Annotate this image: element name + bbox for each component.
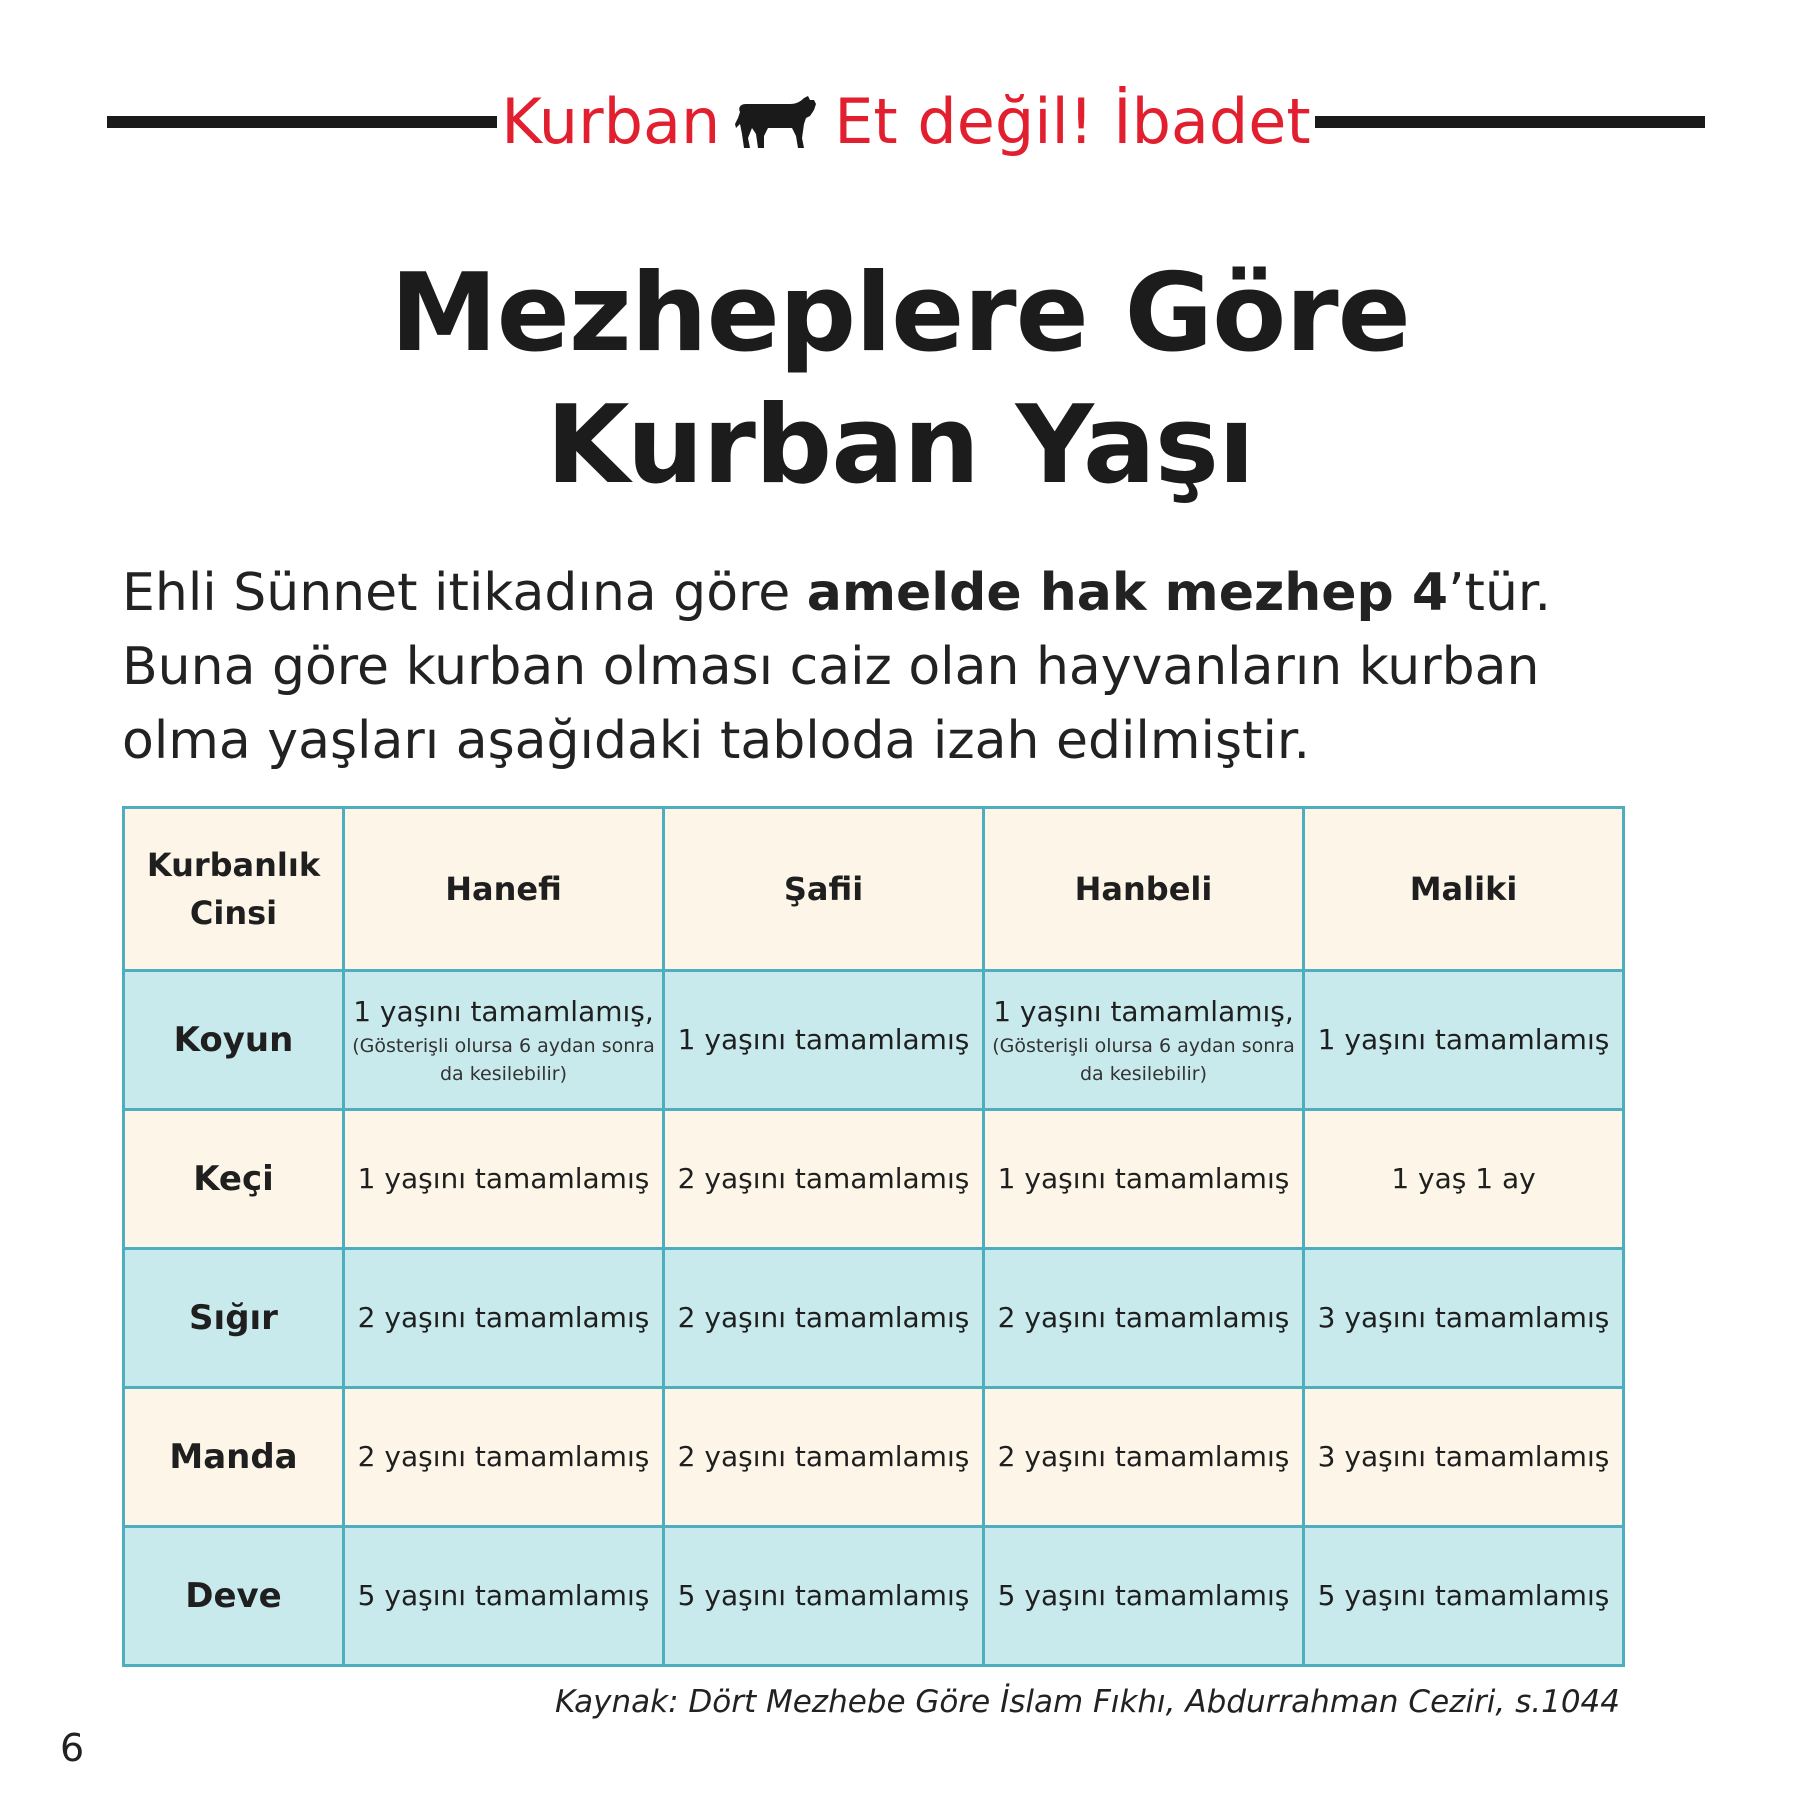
animal-cell: Koyun [124,971,344,1110]
value-text: 1 yaşını tamamlamış, [993,995,1294,1028]
value-cell [1304,1527,1624,1666]
value-cell [664,1527,984,1666]
header-label: Hanefi [445,870,562,908]
table-row [124,971,1624,1110]
value-text: 2 yaşını tamamlamış [677,1440,970,1473]
intro-paragraph [122,556,1682,778]
value-text: 2 yaşını tamamlamış [997,1440,1290,1473]
value-text: 1 yaşını tamamlamış [997,1162,1290,1195]
value-cell [344,1388,664,1527]
intro-text-1: Ehli Sünnet itikadına göre [122,563,807,623]
header-label: Kurbanlık Cinsi [146,846,321,932]
header-rule-left [107,116,497,128]
value-cell [344,1110,664,1249]
value-cell [344,971,664,1110]
value-text: 2 yaşını tamamlamış [677,1301,970,1334]
value-text: 5 yaşını tamamlamış [357,1579,650,1612]
value-cell [1304,1388,1624,1527]
age-table [122,806,1622,1667]
header-label: Şafii [783,870,864,908]
value-cell [984,1110,1304,1249]
header-cell-animal-type [124,808,344,971]
value-text: 5 yaşını tamamlamış [997,1579,1290,1612]
value-text: 2 yaşını tamamlamış [677,1162,970,1195]
value-cell [1304,1249,1624,1388]
value-cell [344,1249,664,1388]
table-row [124,1388,1624,1527]
page-title-line-2: Kurban Yaşı [545,383,1255,508]
value-note: (Gösterişli olursa 6 aydan sonra da kesilebilir) [992,1035,1295,1085]
header-label: Maliki [1409,870,1518,908]
animal-cell: Keçi [124,1110,344,1249]
value-text: 1 yaşını tamamlamış, [353,995,654,1028]
page-title [0,248,1800,512]
value-text: 1 yaşını tamamlamış [677,1023,970,1056]
value-text: 5 yaşını tamamlamış [1317,1579,1610,1612]
value-text: 5 yaşını tamamlamış [677,1579,970,1612]
value-cell [984,1527,1304,1666]
value-text: 2 yaşını tamamlamış [357,1440,650,1473]
page-number: 6 [60,1726,85,1770]
header-rule-right [1315,116,1705,128]
header-right-text: Et değil! İbadet [834,85,1311,158]
header-label: Hanbeli [1074,870,1213,908]
value-text: 3 yaşını tamamlamış [1317,1440,1610,1473]
source-citation: Kaynak: Dört Mezhebe Göre İslam Fıkhı, Abdurrahman Ceziri, s.1044 [554,1684,1620,1720]
value-text: 1 yaşını tamamlamış [357,1162,650,1195]
value-cell [664,1249,984,1388]
header-cell-hanbeli [984,808,1304,971]
cow-icon [734,94,820,150]
value-cell [664,971,984,1110]
value-text: 3 yaşını tamamlamış [1317,1301,1610,1334]
table-row [124,1249,1624,1388]
intro-text-2: ’tür. Buna göre kurban olması caiz olan hayvanların kurban olma yaşları aşağıdaki tabloda izah edilmiştir. [122,563,1552,771]
value-cell [1304,971,1624,1110]
header-title [497,80,1315,164]
table-header-row [124,808,1624,971]
table-row [124,1527,1624,1666]
value-note: (Gösterişli olursa 6 aydan sonra da kesilebilir) [352,1035,655,1085]
value-cell [664,1388,984,1527]
header-cell-hanefi [344,808,664,971]
animal-cell: Deve [124,1527,344,1666]
value-text: 1 yaş 1 ay [1391,1162,1536,1195]
value-text: 2 yaşını tamamlamış [357,1301,650,1334]
intro-bold-text: amelde hak mezhep 4 [806,563,1449,623]
value-cell [344,1527,664,1666]
animal-cell: Manda [124,1388,344,1527]
header-band [107,80,1705,164]
header-left-text: Kurban [501,85,721,158]
header-cell-maliki [1304,808,1624,971]
value-cell [984,1388,1304,1527]
value-cell [664,1110,984,1249]
value-cell [1304,1110,1624,1249]
value-text: 1 yaşını tamamlamış [1317,1023,1610,1056]
animal-cell: Sığır [124,1249,344,1388]
header-cell-safii [664,808,984,971]
page-title-line-1: Mezheplere Göre [390,251,1410,376]
value-cell [984,971,1304,1110]
value-text: 2 yaşını tamamlamış [997,1301,1290,1334]
value-cell [984,1249,1304,1388]
age-table-grid [122,806,1625,1667]
table-row [124,1110,1624,1249]
